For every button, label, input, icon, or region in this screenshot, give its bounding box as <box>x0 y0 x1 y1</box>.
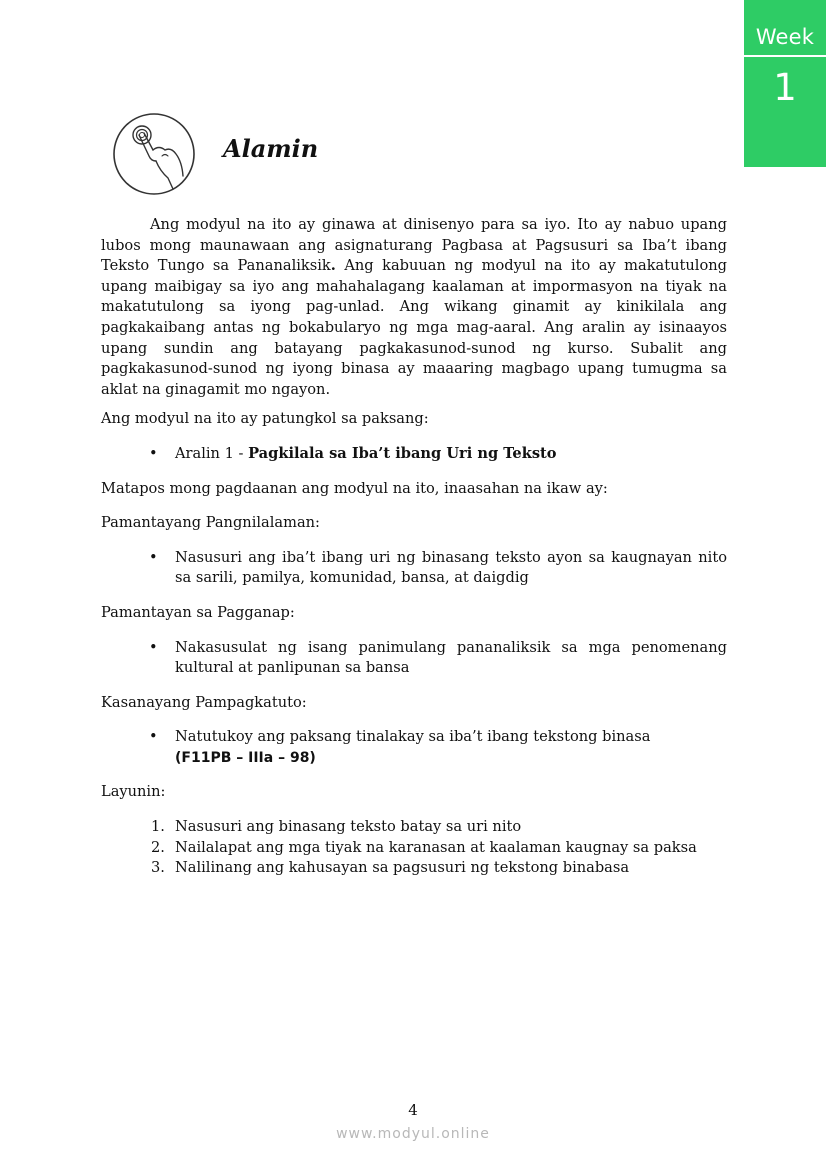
intro-paragraph <box>101 215 727 400</box>
bullet-mark: • <box>149 638 158 656</box>
topic-lead: Ang modyul na ito ay patungkol sa paksang: <box>101 410 429 428</box>
competency-item <box>101 727 727 768</box>
performance-standard-heading: Pamantayan sa Pagganap: <box>101 603 295 621</box>
performance-standard-list <box>101 638 727 679</box>
week-label: Week <box>755 25 815 49</box>
competency-text: Natutukoy ang paksang tinalakay sa iba’t ibang tekstong binasa <box>175 728 651 746</box>
week-tab <box>744 0 826 167</box>
lesson-title: Pagkilala sa Iba’t ibang Uri ng Teksto <box>248 444 557 462</box>
competency-list <box>101 727 727 768</box>
objective-item <box>101 817 727 838</box>
week-divider <box>744 55 826 57</box>
content-standard-text: Nasusuri ang iba’t ibang uri ng binasang teksto ayon sa kaugnayan nito sa sarili, pamilya, komunidad, bansa, at daigdig <box>175 548 727 587</box>
objective-text: Nailalapat ang mga tiyak na karanasan at kaalaman kaugnay sa paksa <box>175 838 697 856</box>
bullet-mark: • <box>149 728 158 746</box>
bullet-mark: • <box>149 548 158 566</box>
objectives-heading: Layunin: <box>101 783 166 801</box>
competency-code: (F11PB – IIIa – 98) <box>175 749 316 766</box>
performance-standard-item <box>101 638 727 679</box>
objective-text: Nalilinang ang kahusayan sa pagsusuri ng tekstong binabasa <box>175 859 630 877</box>
finger-pressing-button-icon <box>112 112 196 196</box>
module-content <box>101 215 727 879</box>
intro-bold-period: . <box>330 257 336 275</box>
content-standard-item <box>101 548 727 589</box>
lesson-prefix: Aralin 1 - <box>175 444 249 462</box>
expectation-text: Matapos mong pagdaanan ang modyul na ito, inaasahan na ikaw ay: <box>101 479 608 497</box>
lesson-list <box>101 444 727 465</box>
watermark: www.modyul.online <box>336 1126 490 1142</box>
intro-text-part2: Ang kabuuan ng modyul na ito ay makatutulong upang maibigay sa iyo ang mahahalagang kaalaman at impormasyon na tiyak na makatutulong sa iyong pag-unlad. Ang wikang ginamit ay kinikilala ang pagkakaibang antas ng bokabularyo ng mga mag-aaral. Ang aralin ay isinaayos upang sundin ang batayang pagkakasunod-sunod ng kurso. Subalit ang pagkakasunod-sunod ng iyong binasa ay maaaring magbago upang tumugma sa aklat na ginagamit mo ngayon. <box>101 257 727 398</box>
objective-number: 2. <box>151 838 165 856</box>
bullet-mark: • <box>149 444 158 462</box>
competency-heading: Kasanayang Pampagkatuto: <box>101 693 307 711</box>
content-standard-list <box>101 548 727 589</box>
objective-item <box>101 858 727 879</box>
lesson-item <box>101 444 727 465</box>
page-number: 4 <box>408 1101 418 1119</box>
content-standard-heading: Pamantayang Pangnilalaman: <box>101 514 320 532</box>
performance-standard-text: Nakasusulat ng isang panimulang pananaliksik sa mga penomenang kultural at panlipunan sa bansa <box>175 638 727 677</box>
objectives-list <box>101 817 727 879</box>
intro-text-part1: Ang modyul na ito ay ginawa at dinisenyo para sa iyo. Ito ay nabuo upang lubos mong maunawaan ang asignaturang Pagbasa at Pagsusuri sa Iba’t ibang Teksto Tungo sa Pananaliksik <box>101 216 727 275</box>
objective-number: 1. <box>151 818 165 836</box>
objective-item <box>101 838 727 859</box>
objective-text: Nasusuri ang binasang teksto batay sa uri nito <box>175 818 522 836</box>
objective-number: 3. <box>151 859 165 877</box>
section-title: Alamin <box>223 134 319 163</box>
week-number: 1 <box>773 66 797 109</box>
